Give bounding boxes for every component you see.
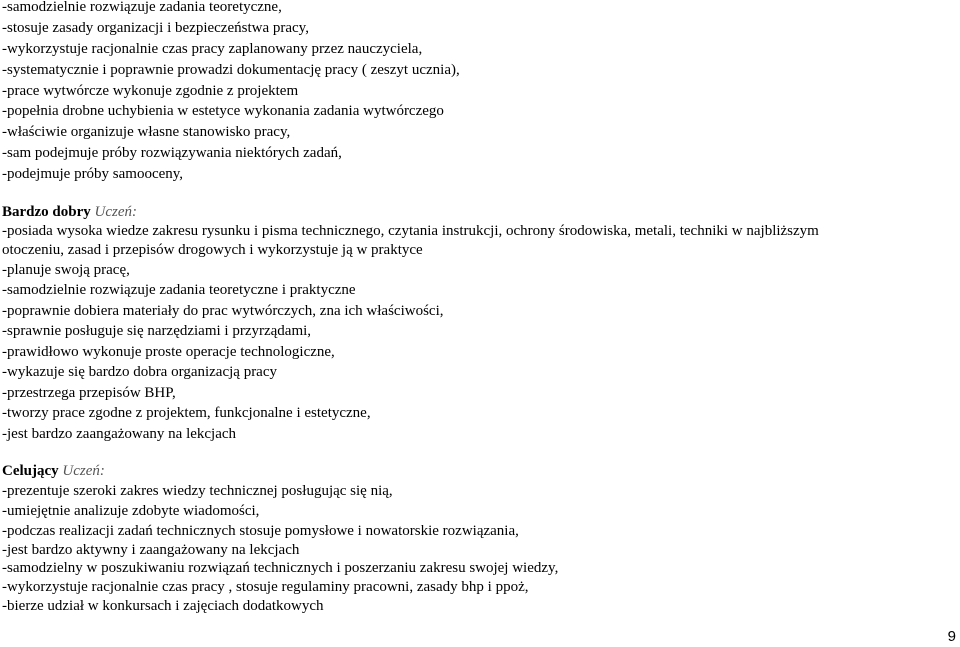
- grade-heading-celujacy: [2, 461, 105, 481]
- list-item: -bierze udział w konkursach i zajęciach dodatkowych: [2, 598, 324, 614]
- student-label: Uczeń:: [94, 204, 137, 220]
- list-item: -poprawnie dobiera materiały do prac wytwórczych, zna ich właściwości,: [2, 303, 444, 319]
- list-item: -samodzielnie rozwiązuje zadania teoretyczne,: [2, 0, 282, 15]
- grade-label: Bardzo dobry: [2, 204, 91, 220]
- grade-label: Celujący: [2, 463, 59, 479]
- list-item: -podczas realizacji zadań technicznych stosuje pomysłowe i nowatorskie rozwiązania,: [2, 523, 519, 539]
- list-item: -prawidłowo wykonuje proste operacje technologiczne,: [2, 344, 335, 360]
- list-item: -planuje swoją pracę,: [2, 262, 130, 278]
- list-item: -jest bardzo aktywny i zaangażowany na lekcjach: [2, 542, 300, 558]
- page-number: 9: [947, 628, 956, 645]
- list-item: -wykorzystuje racjonalnie czas pracy , stosuje regulaminy pracowni, zasady bhp i ppoż,: [2, 579, 529, 595]
- list-item: -sam podejmuje próby rozwiązywania niektórych zadań,: [2, 145, 342, 161]
- list-item: -samodzielnie rozwiązuje zadania teoretyczne i praktyczne: [2, 282, 356, 298]
- list-item: -wykazuje się bardzo dobra organizacją pracy: [2, 364, 278, 380]
- list-item: -popełnia drobne uchybienia w estetyce wykonania zadania wytwórczego: [2, 103, 444, 119]
- student-label: Uczeń:: [62, 463, 105, 479]
- list-item: -jest bardzo zaangażowany na lekcjach: [2, 426, 237, 442]
- list-item: -sprawnie posługuje się narzędziami i przyrządami,: [2, 323, 312, 339]
- list-item: -tworzy prace zgodne z projektem, funkcjonalne i estetyczne,: [2, 405, 371, 421]
- grade-heading-bardzo-dobry: [2, 202, 137, 222]
- list-item: -prace wytwórcze wykonuje zgodnie z projektem: [2, 83, 299, 99]
- list-item: -samodzielny w poszukiwaniu rozwiązań technicznych i poszerzaniu zakresu swojej wiedzy,: [2, 560, 559, 576]
- list-item: -prezentuje szeroki zakres wiedzy technicznej posługując się nią,: [2, 483, 393, 499]
- list-item: -systematycznie i poprawnie prowadzi dokumentację pracy ( zeszyt ucznia),: [2, 62, 460, 78]
- list-item: otoczeniu, zasad i przepisów drogowych i wykorzystuje ją w praktyce: [2, 242, 423, 258]
- list-item: -umiejętnie analizuje zdobyte wiadomości,: [2, 503, 260, 519]
- list-item: -podejmuje próby samooceny,: [2, 166, 184, 182]
- list-item: -wykorzystuje racjonalnie czas pracy zaplanowany przez nauczyciela,: [2, 41, 423, 57]
- list-item: -właściwie organizuje własne stanowisko pracy,: [2, 124, 291, 140]
- list-item: -posiada wysoka wiedze zakresu rysunku i pisma technicznego, czytania instrukcji, ochrony środowiska, metali, techniki w najbliższym: [2, 223, 819, 239]
- list-item: -stosuje zasady organizacji i bezpieczeństwa pracy,: [2, 20, 309, 36]
- list-item: -przestrzega przepisów BHP,: [2, 385, 176, 401]
